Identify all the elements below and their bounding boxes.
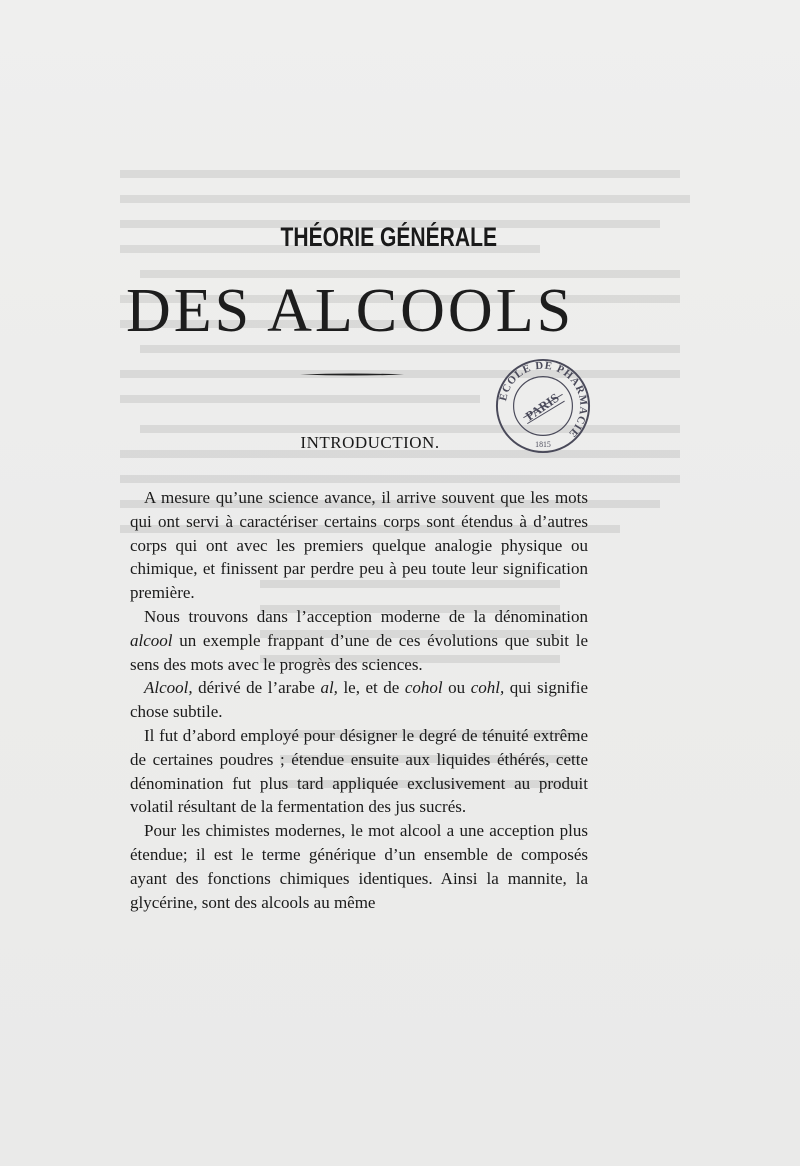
paragraph-text: ou <box>442 678 471 698</box>
paragraph-text: Nous trouvons dans l’acception moderne de la dénomination <box>144 606 588 626</box>
section-heading: INTRODUCTION. <box>300 433 440 452</box>
ornamental-rule <box>300 373 404 376</box>
stamp-outer-text: ÉCOLE DE PHARMACIE <box>497 359 590 440</box>
body-text <box>130 486 588 914</box>
paragraph-text: A mesure qu’une science avance, il arrive souvent que les mots qui ont servi à caractériser certains corps sont étendus à d’autres corps qui ont avec les premiers quelque analogie physique ou chimique, et finissent par perdre peu à peu toute leur signification première. <box>130 488 588 603</box>
paragraph-text: dérivé de l’arabe <box>192 678 321 698</box>
stamp-inner-text: PARIS <box>523 390 562 424</box>
body-paragraph <box>130 486 588 605</box>
italic-term: Alcool, <box>144 678 193 698</box>
paragraph-text: qui signifie chose subtile. <box>130 678 589 722</box>
paragraph-text: Pour les chimistes modernes, le mot alcool a une acception plus étendue; il est le terme générique d’un ensemble de composés ayant des fonctions chimiques identiques. Ainsi la mannite, la glycérine, sont des alcools au même <box>130 821 588 912</box>
stamp-year-text: 1815 <box>535 440 551 450</box>
italic-term: cohl, <box>470 678 505 698</box>
italic-term: al, <box>320 678 338 698</box>
italic-term: alcool <box>130 630 173 650</box>
paragraph-text: un exemple frappant d’une de ces évolutions que subit le sens des mots avec le progrès des sciences. <box>130 630 588 674</box>
italic-term: cohol <box>404 678 443 698</box>
page-title: DES ALCOOLS <box>125 277 575 345</box>
running-title: THÉORIE GÉNÉRALE <box>280 222 498 252</box>
body-paragraph <box>130 819 588 914</box>
paragraph-text: Il fut d’abord employé pour désigner le degré de ténuité extrême de certaines poudres ; étendue ensuite aux liquides éthérés, cette dénomination fut plus tard appliquée exclusivement au produit volatil résultant de la fermentation des jus sucrés. <box>130 725 588 817</box>
body-paragraph <box>130 676 588 724</box>
body-paragraph <box>130 724 588 819</box>
paragraph-text: le, et de <box>337 678 405 698</box>
body-paragraph <box>130 605 588 676</box>
